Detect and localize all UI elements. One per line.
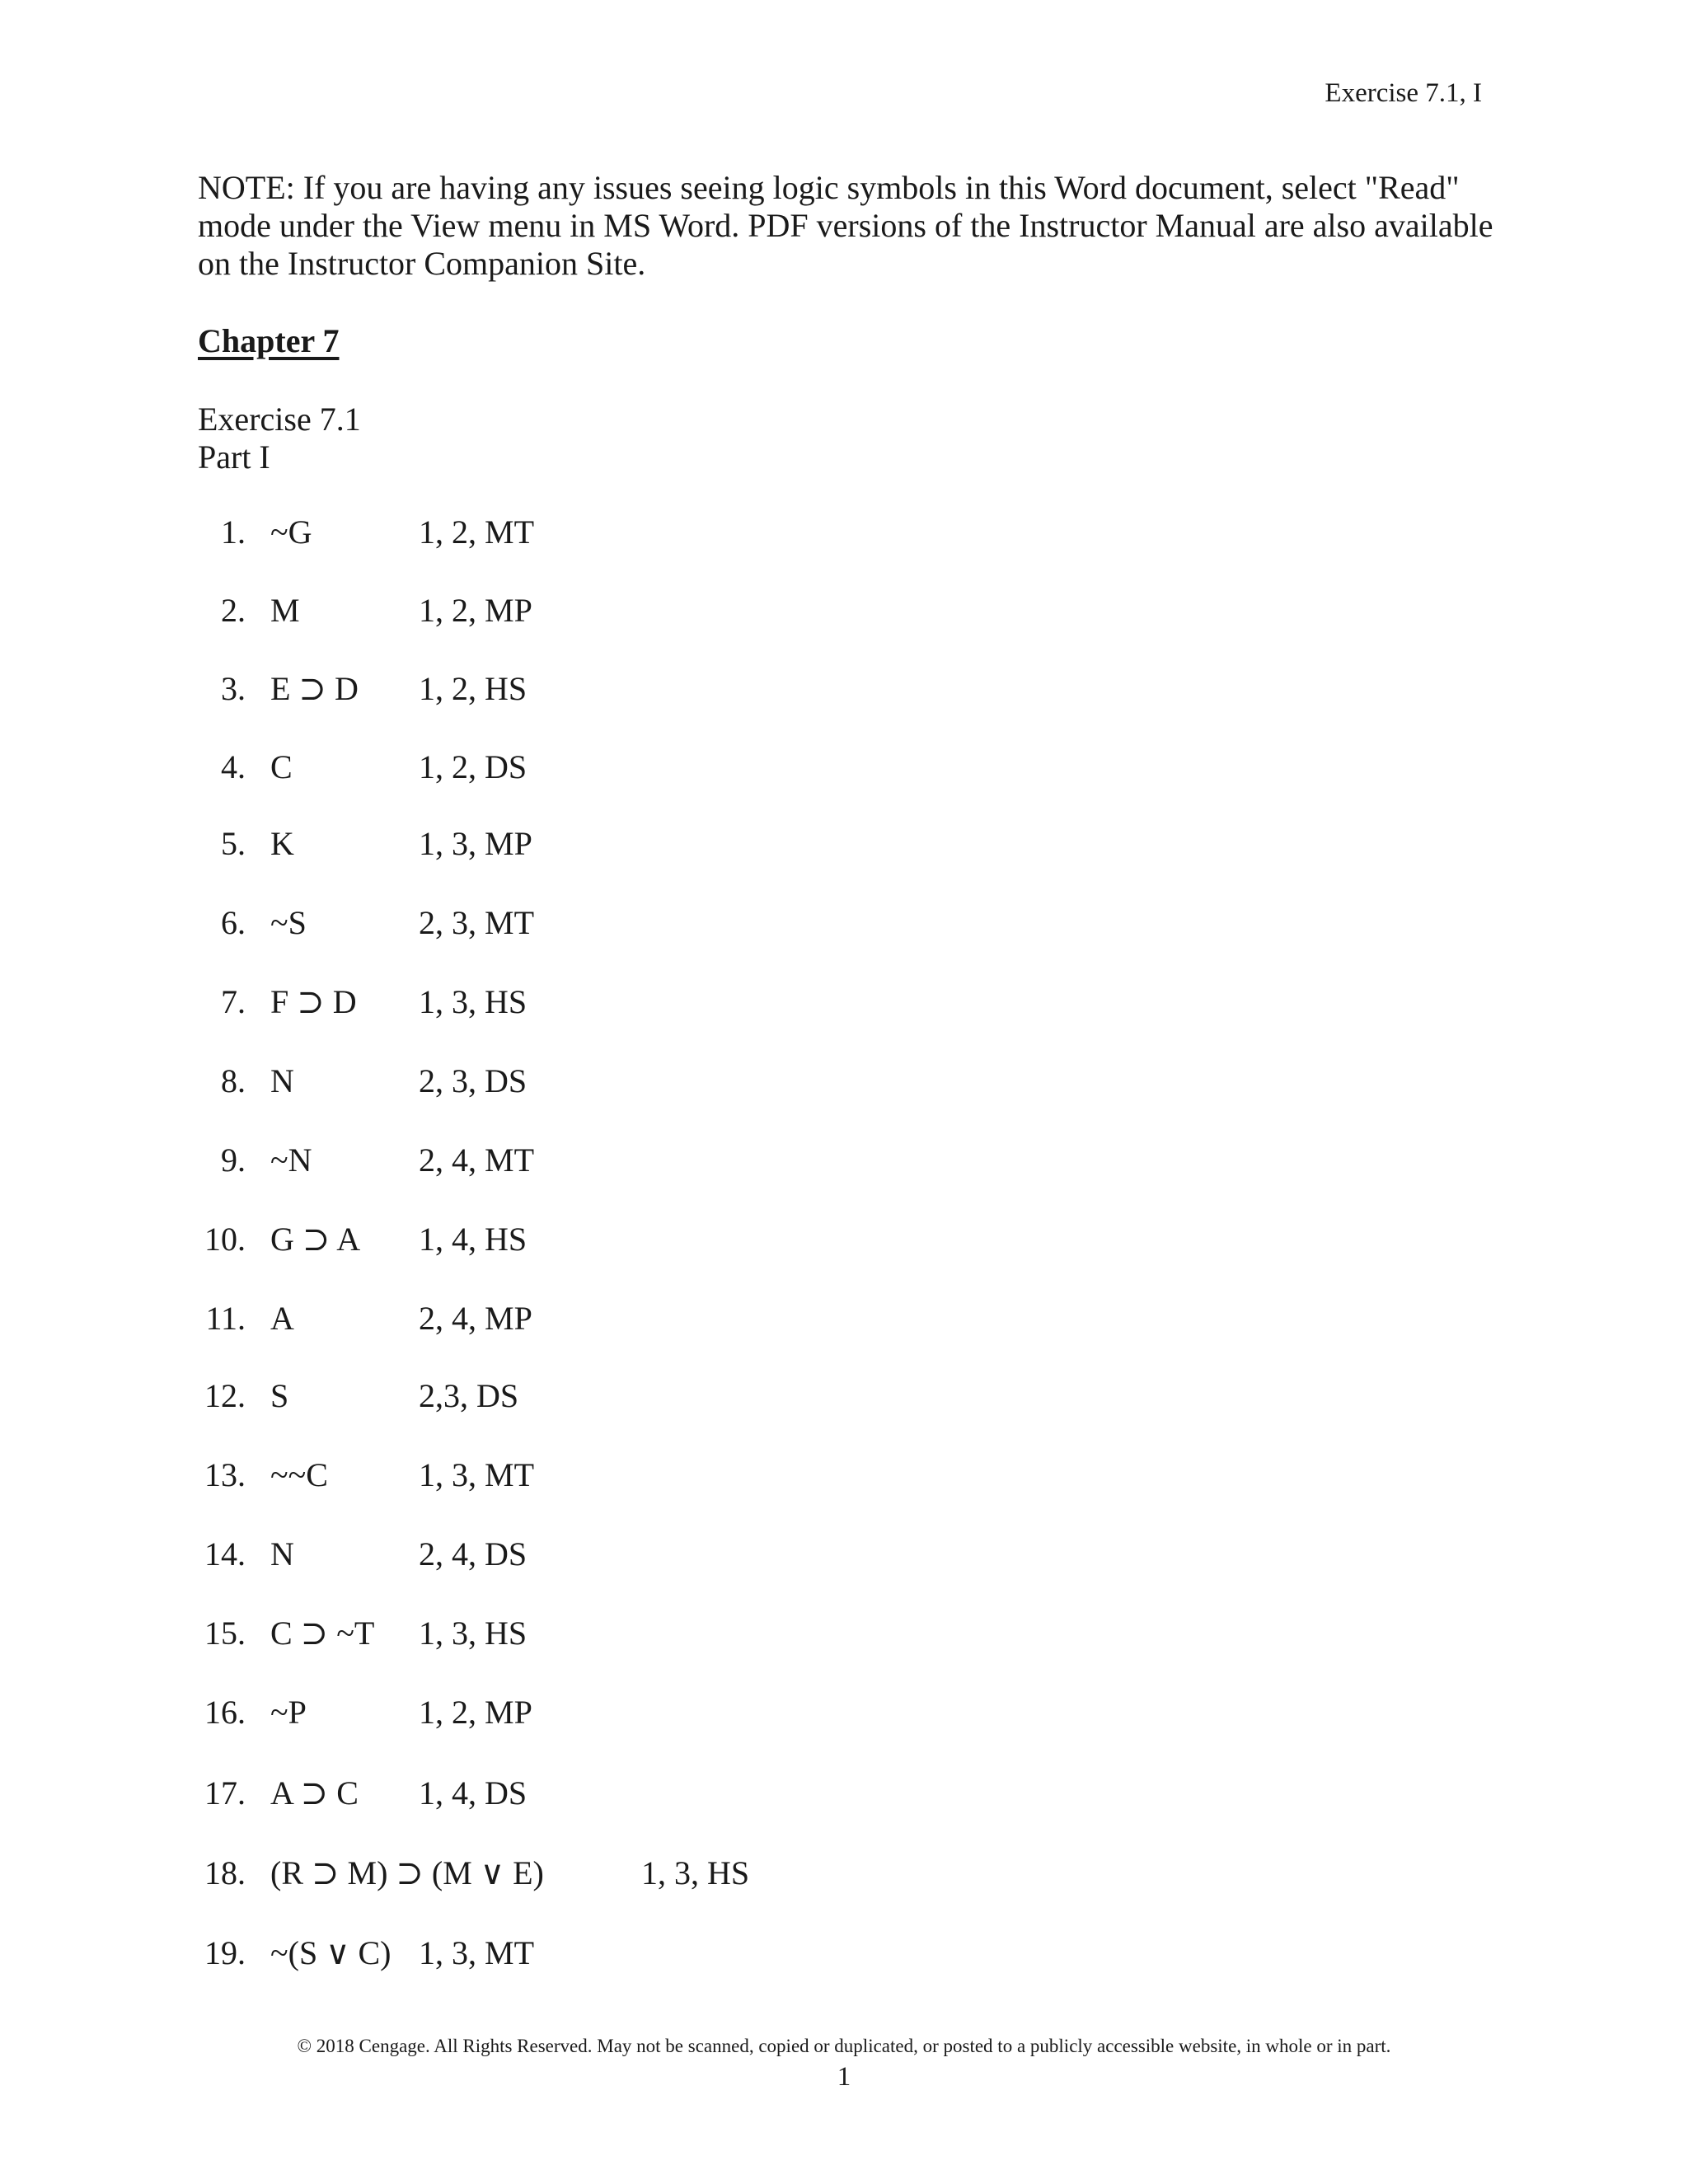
answer-expression: A bbox=[270, 1300, 294, 1337]
answer-justification: 1, 2, MT bbox=[419, 513, 534, 551]
answer-expression: ~P bbox=[270, 1694, 307, 1731]
answer-justification: 2, 3, DS bbox=[419, 1062, 528, 1099]
answer-expression: N bbox=[270, 1535, 294, 1572]
answer-justification: 1, 3, HS bbox=[419, 983, 528, 1020]
answer-number: 2. bbox=[221, 592, 246, 629]
answer-number: 1. bbox=[221, 513, 246, 551]
answer-number: 14. bbox=[204, 1535, 246, 1572]
answer-justification: 1, 2, HS bbox=[419, 670, 528, 707]
answer-justification: 1, 2, MP bbox=[419, 592, 532, 629]
answer-justification: 2, 4, MT bbox=[419, 1141, 534, 1179]
answer-number: 17. bbox=[204, 1774, 246, 1811]
answer-justification: 1, 3, HS bbox=[641, 1854, 750, 1891]
answer-number: 15. bbox=[204, 1615, 246, 1652]
answer-number: 19. bbox=[204, 1934, 246, 1971]
answer-expression: C bbox=[270, 748, 293, 785]
answer-number: 13. bbox=[204, 1456, 246, 1493]
page-number: 1 bbox=[837, 2062, 851, 2092]
answer-justification: 2,3, DS bbox=[419, 1377, 519, 1414]
answer-expression: C ⊃ ~T bbox=[270, 1615, 375, 1652]
answer-expression: (R ⊃ M) ⊃ (M ∨ E) bbox=[270, 1854, 544, 1891]
answer-number: 16. bbox=[204, 1694, 246, 1731]
answer-justification: 1, 4, HS bbox=[419, 1221, 528, 1258]
answer-number: 5. bbox=[221, 825, 246, 862]
running-head: Exercise 7.1, I bbox=[1325, 78, 1482, 108]
answer-expression: S bbox=[270, 1377, 289, 1414]
answer-justification: 2, 4, MP bbox=[419, 1300, 532, 1337]
answer-justification: 1, 3, MT bbox=[419, 1456, 534, 1493]
answer-expression: K bbox=[270, 825, 294, 862]
answer-expression: ~~C bbox=[270, 1456, 328, 1493]
answer-expression: E ⊃ D bbox=[270, 670, 359, 707]
answer-number: 3. bbox=[221, 670, 246, 707]
answer-expression: F ⊃ D bbox=[270, 983, 357, 1020]
note-paragraph: NOTE: If you are having any issues seeing logic symbols in this Word document, select "Read" mode under the View menu in MS Word. PDF versions of the Instructor Manual are also available on the Instructor Companion Site. bbox=[198, 169, 1493, 282]
answer-justification: 1, 4, DS bbox=[419, 1774, 528, 1811]
answer-number: 6. bbox=[221, 904, 246, 941]
chapter-title: Chapter 7 bbox=[198, 322, 340, 359]
answer-number: 18. bbox=[204, 1854, 246, 1891]
answer-justification: 1, 3, MP bbox=[419, 825, 532, 862]
answer-number: 8. bbox=[221, 1062, 246, 1099]
answer-justification: 1, 3, HS bbox=[419, 1615, 528, 1652]
answer-justification: 1, 3, MT bbox=[419, 1934, 534, 1971]
answer-number: 10. bbox=[204, 1221, 246, 1258]
answer-expression: G ⊃ A bbox=[270, 1221, 361, 1258]
answer-number: 4. bbox=[221, 748, 246, 785]
answer-number: 12. bbox=[204, 1377, 246, 1414]
answer-expression: N bbox=[270, 1062, 294, 1099]
answer-expression: ~S bbox=[270, 904, 307, 941]
exercise-part: Part I bbox=[198, 438, 270, 476]
answer-expression: M bbox=[270, 592, 300, 629]
answer-expression: ~N bbox=[270, 1141, 312, 1179]
answer-justification: 2, 3, MT bbox=[419, 904, 534, 941]
answer-justification: 1, 2, MP bbox=[419, 1694, 532, 1731]
answer-expression: A ⊃ C bbox=[270, 1774, 359, 1811]
copyright-footer: © 2018 Cengage. All Rights Reserved. May not be scanned, copied or duplicated, or posted to a publicly accessible website, in whole or in part. bbox=[297, 2036, 1391, 2056]
answer-justification: 1, 2, DS bbox=[419, 748, 528, 785]
answer-number: 7. bbox=[221, 983, 246, 1020]
answer-number: 9. bbox=[221, 1141, 246, 1179]
exercise-heading bbox=[198, 401, 361, 476]
answer-number: 11. bbox=[205, 1300, 246, 1337]
answer-justification: 2, 4, DS bbox=[419, 1535, 528, 1572]
answer-expression: ~(S ∨ C) bbox=[270, 1934, 392, 1971]
answer-expression: ~G bbox=[270, 513, 312, 551]
exercise-title: Exercise 7.1 bbox=[198, 401, 361, 438]
